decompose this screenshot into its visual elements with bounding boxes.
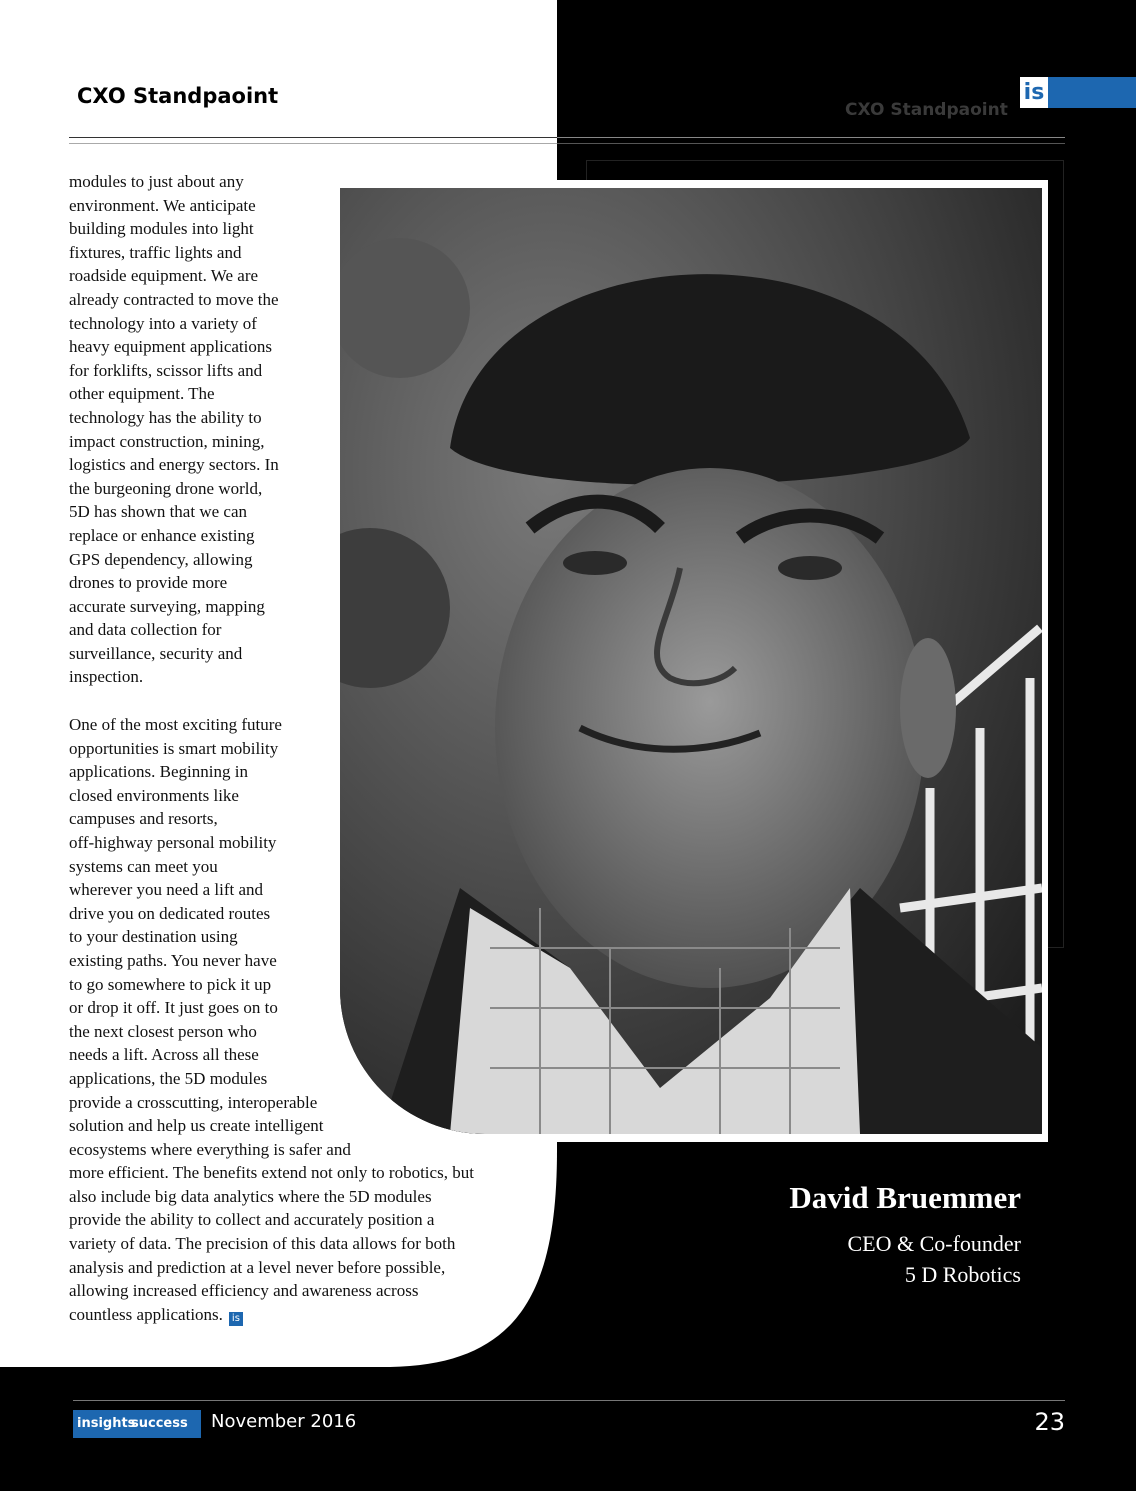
text-line: existing paths. You never have <box>69 950 277 970</box>
text-line: the next closest person who <box>69 1021 257 1041</box>
header-rule <box>69 137 557 138</box>
text-line: and data collection for <box>69 620 222 640</box>
text-line: provide a crosscutting, interoperable <box>69 1092 318 1112</box>
text-line: building modules into light <box>69 219 254 239</box>
text-line: systems can meet you <box>69 856 218 876</box>
text-line: for forklifts, scissor lifts and <box>69 360 263 380</box>
text-line: technology has the ability to <box>69 407 262 427</box>
text-line: closed environments like <box>69 785 239 805</box>
text-line: to your destination using <box>69 927 238 947</box>
issue-date: November 2016 <box>211 1411 357 1432</box>
text-line: technology into a variety of <box>69 313 257 333</box>
footer-rule <box>73 1400 1065 1401</box>
text-line: drones to provide more <box>69 573 228 593</box>
text-line: inspection. <box>69 667 144 687</box>
text-line: or drop it off. It just goes on to <box>69 998 278 1018</box>
text-line: surveillance, security and <box>69 643 243 663</box>
text-line: modules to just about any <box>69 172 244 191</box>
text-line: fixtures, traffic lights and <box>69 242 242 262</box>
text-line: wherever you need a lift and <box>69 880 263 900</box>
person-role: CEO & Co-founder <box>847 1231 1021 1256</box>
header-rule-dark-thin <box>557 143 1065 144</box>
text-line: accurate surveying, mapping <box>69 596 265 616</box>
article-paragraph-1 <box>69 170 279 689</box>
article-paragraph-2 <box>69 713 474 1326</box>
text-line: the burgeoning drone world, <box>69 478 263 498</box>
text-line: heavy equipment applications <box>69 337 272 357</box>
text-line: GPS dependency, allowing <box>69 549 253 569</box>
text-line: environment. We anticipate <box>69 195 256 215</box>
section-label: CXO Standpaoint <box>77 84 279 108</box>
person-name: David Bruemmer <box>789 1180 1021 1215</box>
text-line: also include big data analytics where the 5D modules <box>69 1186 432 1206</box>
text-line: allowing increased efficiency and awareness across <box>69 1281 419 1301</box>
text-line: drive you on dedicated routes <box>69 903 271 923</box>
header-rule-dark <box>557 137 1065 138</box>
person-company: 5 D Robotics <box>904 1262 1021 1287</box>
text-line: off-highway personal mobility <box>69 832 277 852</box>
end-of-article-icon: is <box>229 1312 243 1326</box>
logo-text-part2: success <box>131 1416 188 1431</box>
text-line: One of the most exciting future <box>69 715 282 734</box>
text-line: other equipment. The <box>69 384 215 404</box>
text-line: ecosystems where everything is safer and <box>69 1139 351 1159</box>
text-line: more efficient. The benefits extend not only to robotics, but <box>69 1163 474 1183</box>
text-line: applications, the 5D modules <box>69 1068 268 1088</box>
text-line: to go somewhere to pick it up <box>69 974 272 994</box>
text-line: 5D has shown that we can <box>69 502 247 522</box>
text-line: logistics and energy sectors. In <box>69 455 279 475</box>
page-number: 23 <box>1034 1408 1065 1436</box>
text-line: already contracted to move the <box>69 289 279 309</box>
text-line: applications. Beginning in <box>69 762 248 782</box>
text-line: needs a lift. Across all these <box>69 1045 259 1065</box>
text-line: solution and help us create intelligent <box>69 1116 324 1136</box>
text-line: provide the ability to collect and accurately position a <box>69 1210 435 1230</box>
text-line: variety of data. The precision of this data allows for both <box>69 1234 456 1254</box>
text-line: campuses and resorts, <box>69 809 218 829</box>
text-line: analysis and prediction at a level never before possible, <box>69 1257 446 1277</box>
header-rule-thin <box>69 143 557 144</box>
section-label-faded: CXO Standpaoint <box>845 100 1008 120</box>
text-line: opportunities is smart mobility <box>69 738 279 758</box>
text-line: countless applications. is <box>69 1303 474 1327</box>
person-title <box>847 1228 1021 1290</box>
text-line: roadside equipment. We are <box>69 266 259 286</box>
text-line: impact construction, mining, <box>69 431 265 451</box>
brand-logo-icon: is <box>1020 77 1048 108</box>
logo-text-part1: insights <box>77 1416 136 1431</box>
text-line: replace or enhance existing <box>69 525 255 545</box>
publisher-logo <box>73 1410 201 1438</box>
